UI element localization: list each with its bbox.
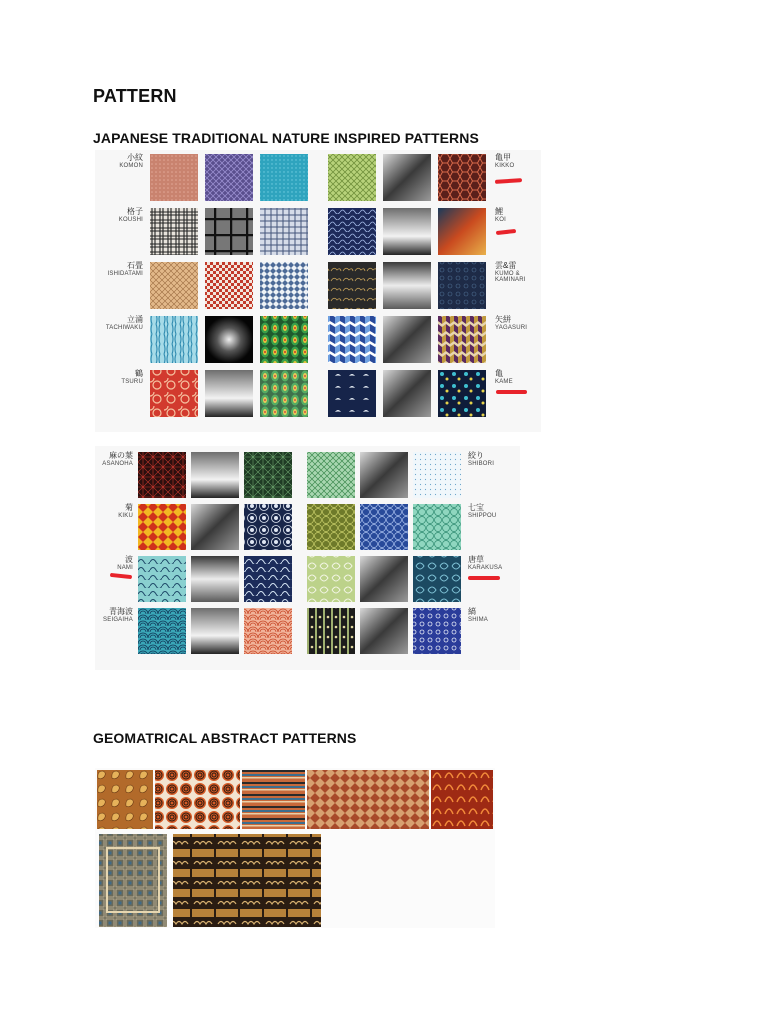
label-kame: 亀 KAME [495, 369, 513, 385]
label-ishidatami: 石畳 ISHIDATAMI [107, 261, 143, 277]
label-shima: 縞 SHIMA [468, 607, 489, 623]
label-tachiwaku: 立涌 TACHIWAKU [105, 315, 143, 331]
japanese-pattern-chart-2 [95, 446, 520, 670]
label-tsuru: 鶴 TSURU [121, 369, 143, 385]
label-kikko: 亀甲 KIKKO [495, 153, 515, 169]
label-seigaiha: 青海波 SEIGAIHA [103, 607, 133, 623]
label-komon: 小紋 KOMON [119, 153, 143, 169]
label-asanoha: 麻の葉 ASANOHA [102, 451, 133, 467]
label-kiku: 菊 KIKU [118, 503, 133, 519]
section-heading-japanese: JAPANESE TRADITIONAL NATURE INSPIRED PATTERNS [93, 130, 479, 146]
page-title: PATTERN [93, 86, 177, 106]
label-yagasuri: 矢絣 YAGASURI [495, 315, 528, 331]
highlight-mark-kame [496, 390, 527, 394]
geometrical-pattern-collage [95, 768, 495, 928]
japanese-pattern-chart-1 [95, 150, 541, 432]
label-nami: 波 NAMI [117, 555, 133, 571]
highlight-mark-karakusa [468, 576, 500, 580]
label-koushi: 格子 KOUSHI [118, 207, 143, 223]
label-koi: 鯉 KOI [495, 207, 506, 223]
geometrical-collage-images [95, 768, 495, 928]
section-heading-geometrical: GEOMATRICAL ABSTRACT PATTERNS [93, 730, 357, 746]
label-shibori: 絞り SHIBORI [468, 451, 495, 467]
pattern-swatch-grid-2 [95, 446, 520, 670]
pattern-swatch-grid-1 [95, 150, 541, 432]
label-kumo-kaminari: 雲&雷 KUMO & KAMINARI [495, 261, 526, 284]
label-shippou: 七宝 SHIPPOU [468, 503, 497, 519]
label-karakusa: 唐草 KARAKUSA [468, 555, 503, 571]
